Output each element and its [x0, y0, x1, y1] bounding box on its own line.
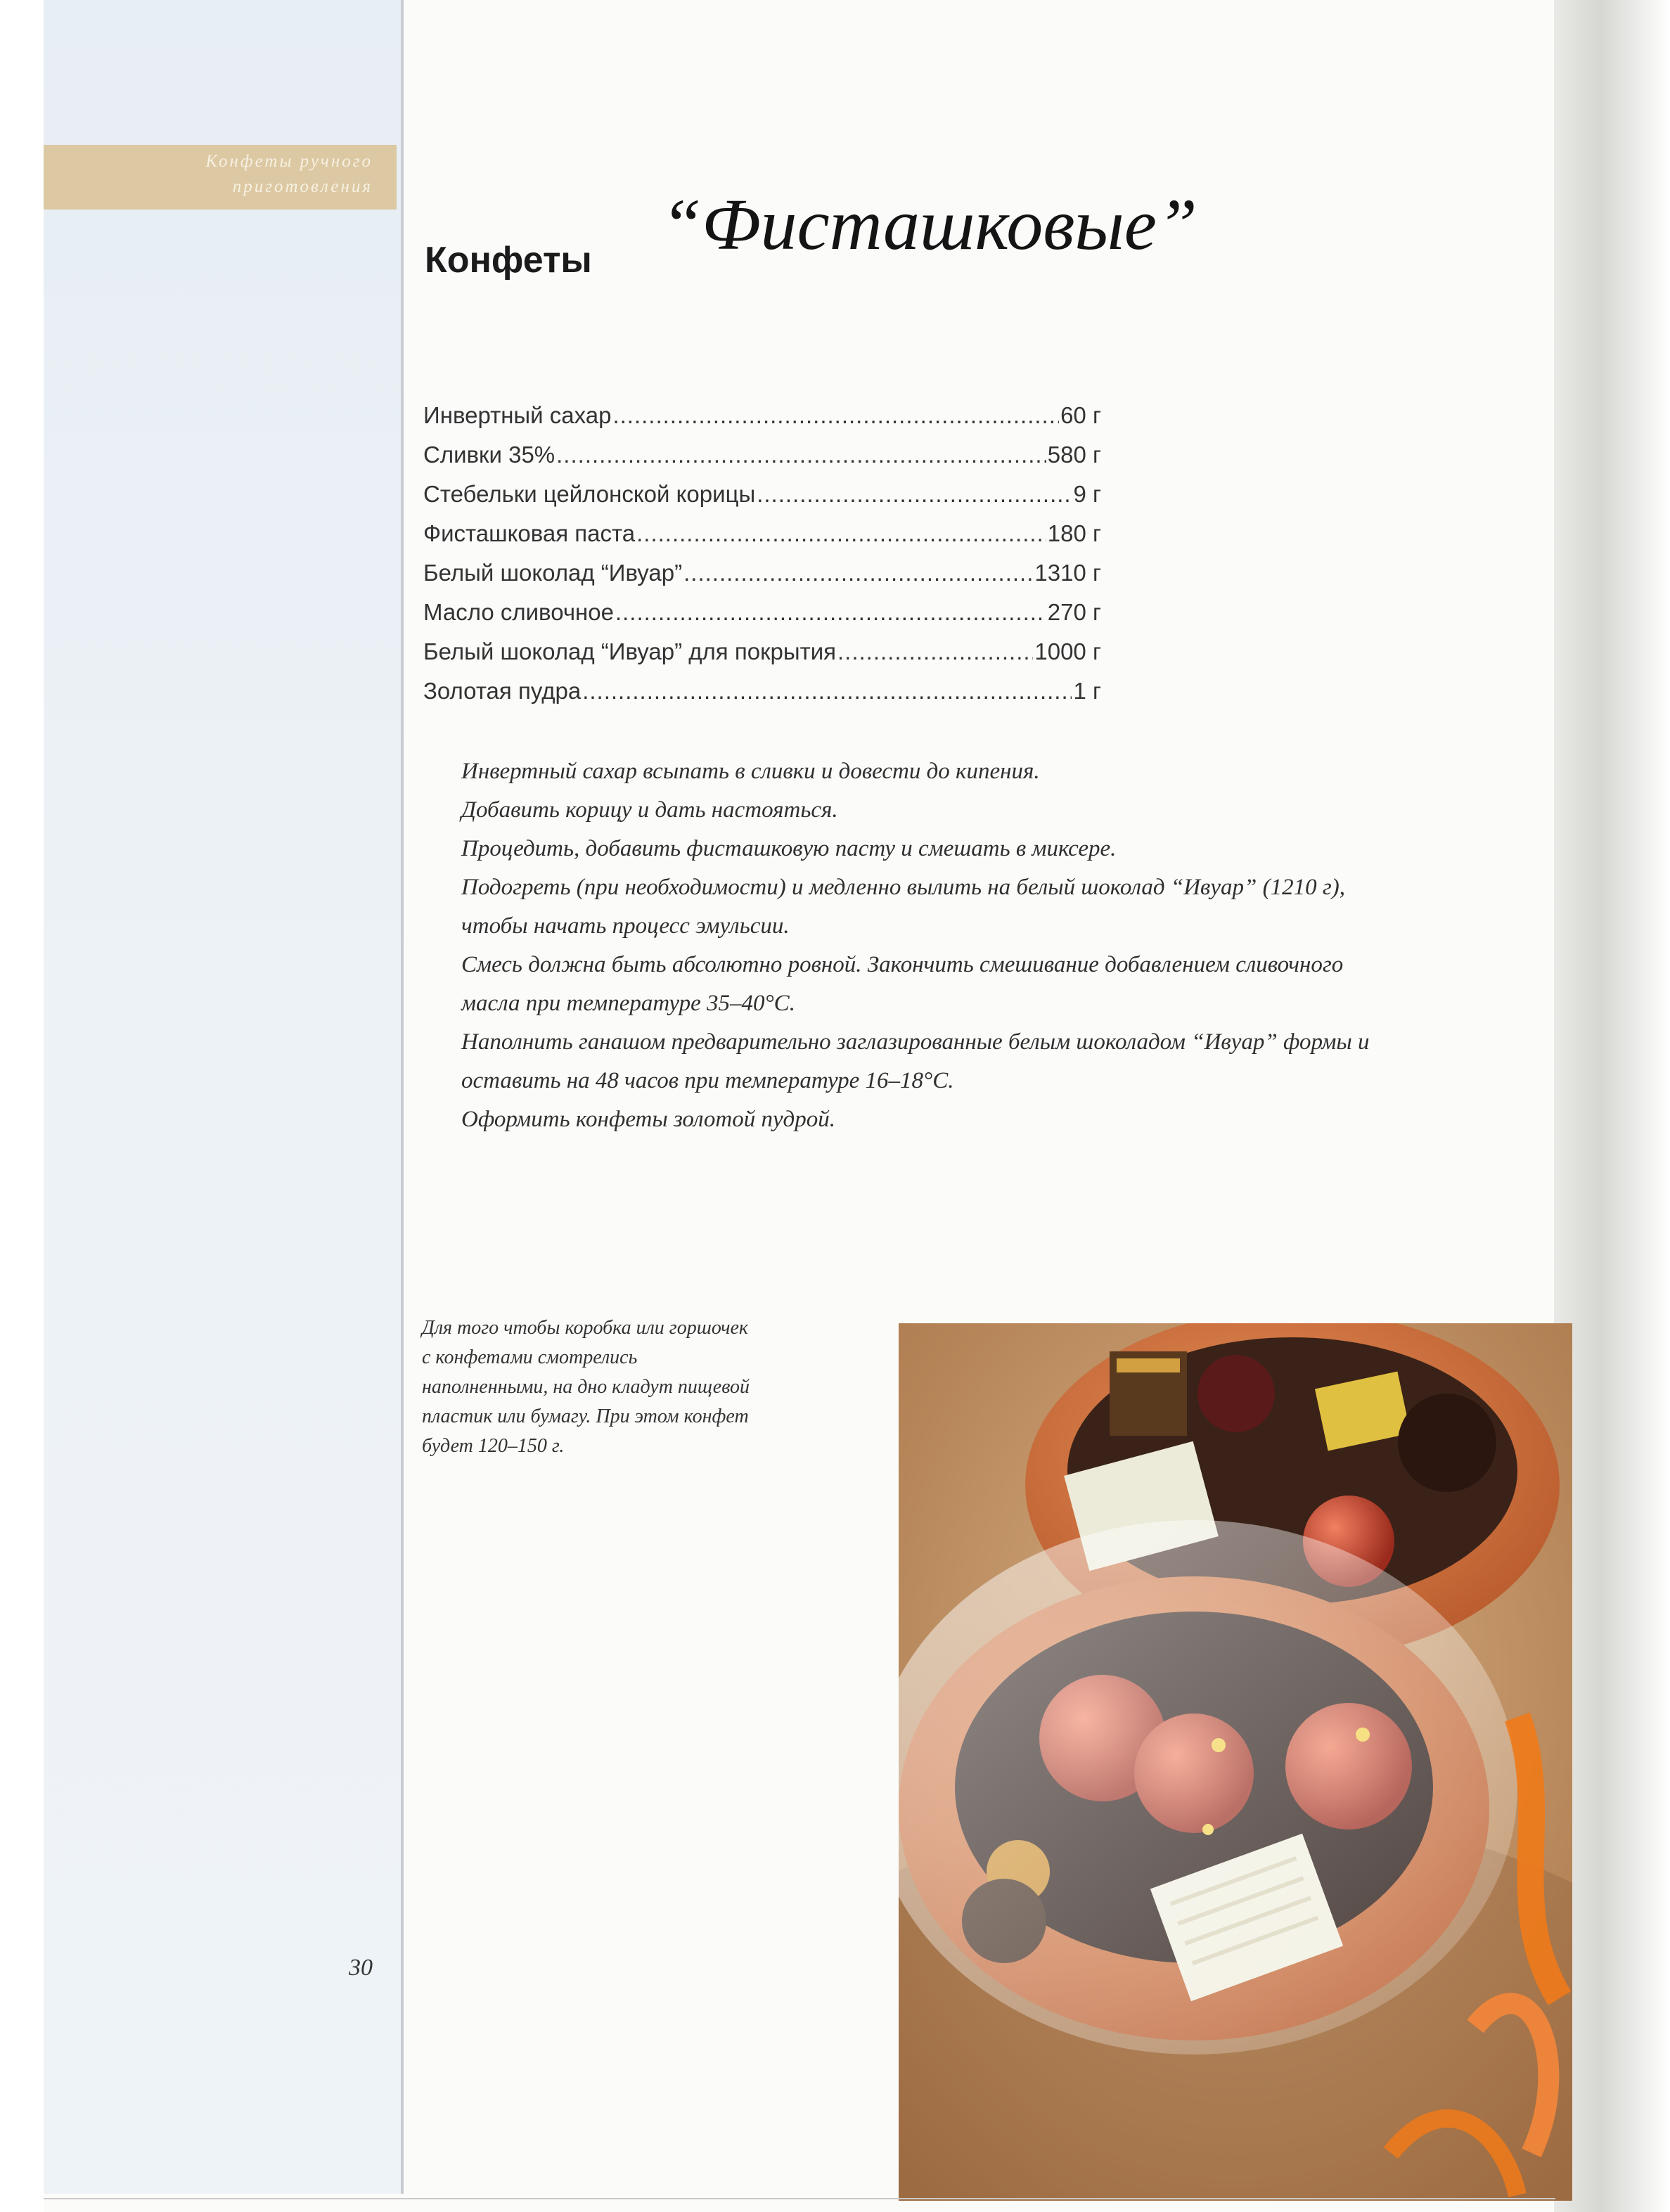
candy-pots-photo: [899, 1323, 1572, 2201]
left-margin-column: [44, 0, 401, 2194]
caption-line: будет 120–150 г.: [422, 1435, 565, 1457]
ingredient-row: [423, 599, 1101, 638]
margin-divider: [401, 0, 404, 2194]
ingredient-qty: 180 г: [1047, 520, 1101, 546]
method-line: оставить на 48 часов при температуре 16–18°С.: [461, 1068, 954, 1093]
ingredient-list: [423, 402, 1101, 717]
ingredient-name: Стебельки цейлонской корицы: [423, 481, 756, 507]
ingredient-name: Золотая пудра: [423, 678, 582, 704]
method-line: Добавить корицу и дать настояться.: [461, 797, 838, 823]
ingredient-row: [423, 442, 1101, 481]
ingredient-qty: 1 г: [1073, 678, 1101, 704]
method-line: масла при температуре 35–40°С.: [461, 991, 795, 1016]
ingredient-qty: 60 г: [1060, 402, 1101, 428]
section-tab-line-2: приготовления: [232, 177, 373, 196]
ingredient-qty: 270 г: [1047, 599, 1101, 625]
ingredient-qty: 580 г: [1047, 442, 1101, 468]
dot-leader: [612, 402, 1059, 429]
ingredient-name: Фисташковая паста: [423, 520, 636, 546]
method-text: [461, 752, 1579, 1139]
dot-leader: [615, 599, 1046, 626]
caption-line: пластик или бумагу. При этом конфет: [422, 1406, 749, 1427]
ingredient-row: [423, 638, 1101, 678]
title-prefix: Конфеты: [425, 240, 592, 281]
caption-line: с конфетами смотрелись: [422, 1346, 638, 1368]
ingredient-qty: 1310 г: [1034, 560, 1101, 586]
ingredient-name: Масло сливочное: [423, 599, 614, 625]
ingredient-qty: 9 г: [1073, 481, 1101, 507]
dot-leader: [556, 442, 1046, 468]
caption-line: наполненными, на дно кладут пищевой: [422, 1376, 750, 1398]
ingredient-qty: 1000 г: [1034, 638, 1101, 664]
ingredient-name: Инвертный сахар: [423, 402, 612, 428]
method-line: чтобы начать процесс эмульсии.: [461, 913, 790, 939]
dot-leader: [683, 560, 1033, 586]
section-tab: [134, 149, 373, 200]
ingredient-row: [423, 520, 1101, 560]
page-bottom-rule: [44, 2198, 1555, 2199]
ingredient-name: Белый шоколад “Ивуар”: [423, 560, 683, 586]
ingredient-name: Сливки 35%: [423, 442, 555, 468]
recipe-title: “Фисташковые”: [661, 184, 1197, 265]
caption-line: Для того чтобы коробка или горшочек: [422, 1317, 749, 1339]
method-line: Процедить, добавить фисташковую пасту и смешать в миксере.: [461, 836, 1117, 861]
ingredient-row: [423, 678, 1101, 717]
dot-leader: [582, 678, 1072, 705]
method-line: Оформить конфеты золотой пудрой.: [461, 1107, 835, 1132]
method-line: Смесь должна быть абсолютно ровной. Закончить смешивание добавлением сливочного: [461, 952, 1344, 977]
method-line: Подогреть (при необходимости) и медленно вылить на белый шоколад “Ивуар” (1210 г),: [461, 875, 1345, 900]
dot-leader: [757, 481, 1072, 508]
method-line: Инвертный сахар всыпать в сливки и довести до кипения.: [461, 759, 1040, 784]
ingredient-name: Белый шоколад “Ивуар” для покрытия: [423, 638, 836, 664]
ingredient-row: [423, 402, 1101, 442]
method-line: Наполнить ганашом предварительно заглазированные белым шоколадом “Ивуар” формы и: [461, 1029, 1370, 1055]
ingredient-row: [423, 481, 1101, 520]
dot-leader: [636, 520, 1046, 547]
page-number: 30: [349, 1955, 373, 1981]
dot-leader: [837, 638, 1033, 665]
photo-caption: [422, 1313, 872, 1461]
section-tab-line-1: Конфеты ручного: [205, 152, 373, 171]
ingredient-row: [423, 560, 1101, 599]
